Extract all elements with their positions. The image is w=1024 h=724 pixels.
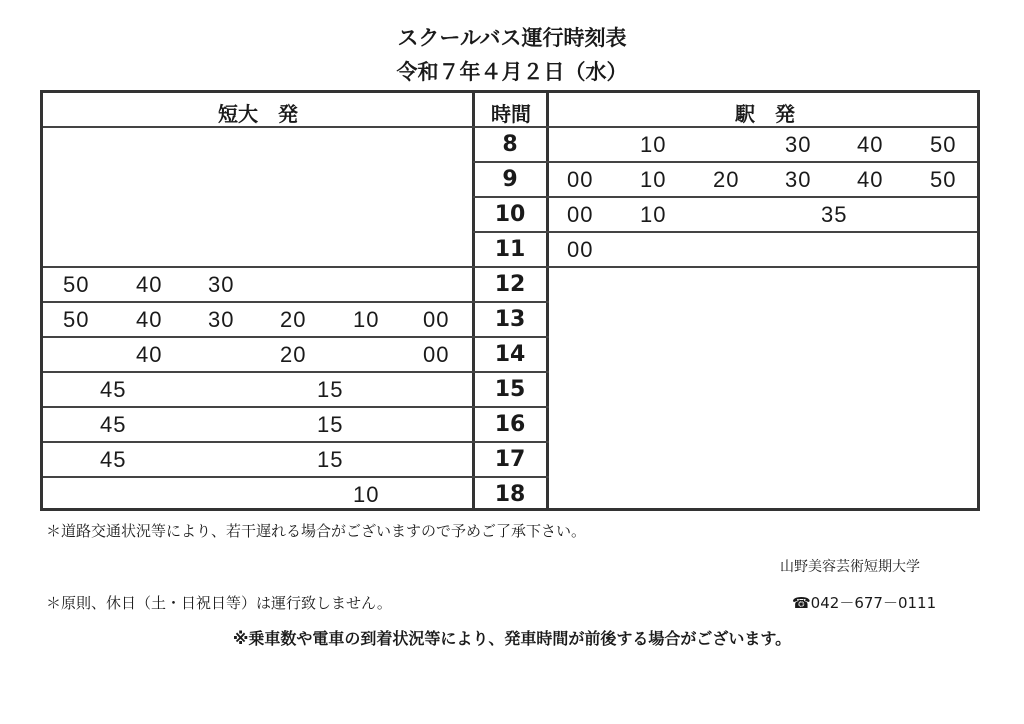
row-line	[43, 406, 549, 408]
phone-number: ☎042－677－0111	[792, 594, 937, 612]
row-line	[473, 231, 977, 233]
departure-time: 30	[785, 132, 812, 157]
hour-cell: 11	[494, 237, 526, 262]
hour-cell: 15	[494, 377, 526, 402]
departure-time: 30	[785, 167, 812, 192]
row-line	[43, 266, 977, 268]
header-from-college: 短大 発	[218, 102, 298, 126]
departure-time: 10	[640, 167, 667, 192]
hour-cell: 16	[494, 412, 526, 437]
departure-time: 10	[640, 202, 667, 227]
header-hour: 時間	[491, 102, 531, 126]
departure-time: 15	[317, 412, 344, 437]
hour-cell: 17	[494, 447, 526, 472]
hour-cell: 18	[494, 482, 526, 507]
departure-time: 10	[353, 307, 380, 332]
departure-time: 15	[317, 377, 344, 402]
hour-cell: 10	[494, 202, 526, 227]
departure-time: 50	[930, 132, 957, 157]
departure-time: 40	[857, 132, 884, 157]
departure-time: 40	[857, 167, 884, 192]
note-schedule-variation: ※乗車数や電車の到着状況等により、発車時間が前後する場合がございます。	[232, 629, 792, 648]
departure-time: 00	[423, 342, 450, 367]
departure-time: 35	[821, 202, 848, 227]
timetable-grid	[40, 90, 980, 511]
departure-time: 00	[567, 202, 594, 227]
departure-time: 00	[567, 167, 594, 192]
departure-time: 20	[280, 342, 307, 367]
departure-time: 00	[567, 237, 594, 262]
hour-cell: 14	[494, 342, 526, 367]
departure-time: 50	[63, 307, 90, 332]
departure-time: 30	[208, 307, 235, 332]
departure-time: 00	[423, 307, 450, 332]
departure-time: 20	[713, 167, 740, 192]
departure-time: 10	[353, 482, 380, 507]
header-row-line	[43, 126, 977, 128]
departure-time: 30	[208, 272, 235, 297]
timetable-title: スクールバス運行時刻表	[397, 26, 627, 50]
row-line	[473, 196, 977, 198]
row-line	[43, 301, 549, 303]
note-delay: ＊道路交通状況等により、若干遅れる場合がございますので予めご了承下さい。	[46, 522, 587, 540]
header-from-station: 駅 発	[735, 102, 795, 126]
row-line	[43, 336, 549, 338]
timetable-date: 令和７年４月２日（水）	[396, 60, 628, 84]
hour-cell: 8	[502, 132, 518, 157]
row-line	[473, 161, 977, 163]
departure-time: 20	[280, 307, 307, 332]
departure-time: 40	[136, 272, 163, 297]
departure-time: 40	[136, 307, 163, 332]
hour-cell: 9	[502, 167, 518, 192]
departure-time: 10	[640, 132, 667, 157]
row-line	[43, 476, 549, 478]
departure-time: 15	[317, 447, 344, 472]
hour-cell: 12	[494, 272, 526, 297]
row-line	[43, 371, 549, 373]
hour-cell: 13	[494, 307, 526, 332]
departure-time: 45	[100, 412, 127, 437]
note-holiday: ＊原則、休日（土・日祝日等）は運行致しません。	[46, 594, 392, 612]
departure-time: 50	[63, 272, 90, 297]
departure-time: 45	[100, 377, 127, 402]
departure-time: 50	[930, 167, 957, 192]
departure-time: 45	[100, 447, 127, 472]
school-name: 山野美容芸術短期大学	[780, 559, 920, 575]
departure-time: 40	[136, 342, 163, 367]
row-line	[43, 441, 549, 443]
